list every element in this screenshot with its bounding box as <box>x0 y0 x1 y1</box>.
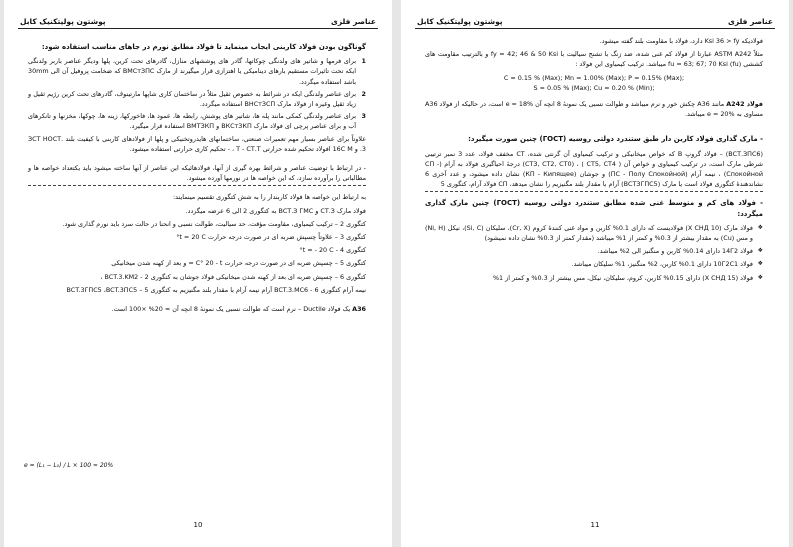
list-item: 2 برای عناصر ولدنگی ایکه در شرائط به خصوص ثقیل مثلاً در ساختمان کاری شاپها مارتینوف، گادرهای تحت کرین رژیم ثقیل و زیاد ثقیل وغیره از فولاد مارک ВНСтЗСП استفاده میگردد. <box>28 89 366 109</box>
boxed-note: - در ارتباط با توضیت عناصر و شرائط بهره گیری از آنها، فولادهائیکه این عناصر از آنها ساخته میشود باید یکتعداد خواصه ها و مطالباتی را برآورده سازد، که این خواصه ها در نورمها آورده میشود. <box>28 163 366 186</box>
paragraph-a36 <box>28 304 366 314</box>
page-body <box>28 36 366 317</box>
paragraph: مثلاً ASTM A242 عبارتا از فولاد کم غنی شده، ضد زنگ با تشنج سیالیت با fy = 42; 46 & 50 Ksi و بالترتیب مقاومت های کششی (fu) fu = 63; 67; 70 Ksi میباشد. ترکیب کیمیاوی این فولاد : <box>425 50 763 69</box>
diamond-bullet-icon: ❖ <box>757 273 763 281</box>
a36-text: یک فولاد Ductile – نرم است که طوالت نسبی یک نمونۀ 8 انچه آن ≈ 20% ×100 است. <box>111 305 351 314</box>
section-heading: گوناگون بودن فولاد کاربنی ایجاب مینماید تا فولاد مطابق نورم در جاهای مناسب استفاده شود: <box>41 43 366 51</box>
header-right-title: عناصر فلزی <box>330 17 376 26</box>
paragraph: علاوتاً برای عناصر بسیار مهم تعمیرات صنعتی، ساختمانهای هایدروتخنیکی و پلها از فولادهای کاربنی با کیفیت بلند .ЗСТ HOCT .3 و 16С M افولاد تحکیم شده حرارتی T - СТ.Т ، - تحکیم کاری حرارتی استفاده میشود. <box>28 134 367 153</box>
bullet-list <box>425 223 763 283</box>
list-item-text: برای فرمها و شاتیر های ولدنگی چوکاتها، گادر های پوششهای منازل، گادرهای تحت کرین، پلها ودیگر عناصر باربر ولدنگی ایکه تحت تاثیرات مستقیم بارهای دینامیکی یا اهتزازی قرار میگیرند از مارک ВМСтЗПС که ضخامت پروفیل آن الی 30mm باشد استفاده میگردد. <box>28 57 356 86</box>
header-left-title: پوشتون پولیتکنیک کابل <box>417 17 503 26</box>
section-heading: - مارک گذاری فولاد کاربن دار طبق ستندرد دولتی روسیه (ГОСТ) چنین صورت میگیرد: <box>468 135 763 144</box>
list-item-text: فولاد (15 Х СНД) دارای 0.15% کاربن، کروم، سلیکان، نیکل، مس بیشتر از 0.3% و کمتر از 1% <box>492 273 753 282</box>
paragraph: کتگوری 2 – ترکیب کیمیاوی، مقاومت مؤقت، حد سیالیت، طوالت نسبی و انحنا در حالت سرد باید نورم گذاری شود. <box>62 219 366 228</box>
elongation-equation: e = (L₁ − L₀) / L × 100 ≈ 20% <box>24 462 114 469</box>
paragraph-a242 <box>425 99 763 119</box>
paragraph: کتگوری 4 - t = - 20 C° <box>299 246 366 255</box>
list-item <box>425 246 763 256</box>
a242-label: فولاد A242 <box>726 100 763 109</box>
diamond-bullet-icon: ❖ <box>757 247 763 255</box>
list-item <box>425 259 763 269</box>
page-header <box>415 12 775 29</box>
diamond-bullet-icon: ❖ <box>757 223 763 231</box>
formula-line: S = 0.05 % (Max); Cu = 0.20 % (Min); <box>533 83 655 92</box>
formula-line: C = 0.15 % (Max); Mn = 1.00% (Max); P = 0.15% (Max); <box>503 73 685 82</box>
header-right-title: عناصر فلزی <box>727 17 773 26</box>
page-left <box>4 0 392 547</box>
section-heading: - فولاد های کم و متوسط غنی شده مطابق ستندرد دولتی روسیه (ГОСТ) چنین مارک گذاری میگردد: <box>425 199 763 218</box>
paragraph: کتگوری 3 – علاوتاً چسپش ضربه ای در صورت درجه حرارت t = 20 C° <box>176 233 366 242</box>
list-item-text: فولاد مارک (10 Х СНД) فولادیست که دارای 0.1% کاربن و مواد غنی کنندۀ کروم (Cr, X)، سلیکان (Si, C)، نیکل (Ni, H) و مس (Cu) به مقدار بیشتر از 0.3% و کمتر از 1% میباشد (مقدار کمتر از 0.3% نشان داده نمیشود) <box>425 223 753 243</box>
page-number: 11 <box>590 521 600 529</box>
page-header <box>18 12 378 29</box>
a242-text: مانند A36 چکش خور و نرم میباشد و طوالت نسبی یک نمونۀ 8 انچه آن e = 18% است، در حالیکه از فولاد A36 مساوی به e = 20% میباشد. <box>425 100 763 119</box>
paragraph: فولادیکه Ksi 36 > fy دارد، فولاد با مقاومت بلند گفته میشود. <box>599 37 763 45</box>
paragraph: کتگوری 5 – چسپش ضربه ای در صورت درجه حرارت C° 20 - t = و بعد از کهنه شدن میخانیکی <box>111 259 366 268</box>
list-item-text: برای عناصر ولدنگی کمکی مانند پله ها، شاتیر های پوشش، رابطه ها، عمود ها، فاخورکها، زینه ها، چوکها، مخزنها و تانکرهای آب و برای عناصر پرچی ای فولاد مارک ВКСтЗКП و ВМТЗКП استفاده قرار میگیرد. <box>28 112 356 131</box>
a36-label: А36 <box>352 305 366 314</box>
page-right <box>401 0 789 547</box>
paragraph: (ВСТ.ЗПС6) – فولاد گروپ В که خواص میخانیکی و ترکیب کیمیاوی آن گرنتی شده، СТ مخفف فولاد، عدد 3 نمبر ترتیبی شرطی مارک است، در ترکیب کیمیاوی و خواص آن ( СТ5, СТ4 ) ، (СТЗ, СТ2, СТ0) درجۀ احیاگیری فولاد به آرام (СП - Спокойной) ، نیمه آرام (ПС - Полу Спокойной) و جوشان (КП - Кипящее) نشان داده میشود، و عدد آخری 6 نشاندهندۀ کتگوری فولاد است یا مارک (ВСТЗГПС5) آرام با مقدار بلند مگنیزیم را نشان میدهد، СП فولاد آرام، کتگوری 5 <box>425 149 763 193</box>
list-item <box>425 273 763 283</box>
page-number: 10 <box>193 521 203 529</box>
list-item-text: فولاد 10Г2С1 دارای 0.1% کاربن، 2% منگنیز، 1% سلیکان میباشد. <box>571 260 753 269</box>
list-item-text: برای عناصر ولدنگی ایکه در شرائط به خصوص ثقیل مثلاً در ساختمان کاری شاپها مارتینوف، گادرهای تحت کرین رژیم ثقیل و زیاد ثقیل وغیره از فولاد مارک ВНСтЗСП استفاده میگردد. <box>28 89 356 109</box>
paragraph: به ارتباط این خواصه ها فولاد کاربندار را به شش کتگوری تقسیم مینمایند: <box>173 193 366 202</box>
list-item <box>425 223 763 243</box>
chemical-composition <box>425 73 763 93</box>
page-body <box>425 36 763 286</box>
paragraph: نیمه آرام کتگوری 6 - BCT.3.MC6 آرام نیمه آرام با مقدار بلند مگنیزیم به کتگوری 5 – BCT.3ГПС5 ،BCT.3ПС5 <box>66 285 366 294</box>
numbered-list <box>28 56 366 131</box>
list-item: 3 برای عناصر ولدنگی کمکی مانند پله ها، شاتیر های پوشش، رابطه ها، عمود ها، فاخورکها، زینه ها، چوکها، مخزنها و تانکرهای آب و برای عناصر پرچی ای فولاد مارک ВКСтЗКП و ВМТЗКП استفاده قرار میگیرد. <box>28 112 366 131</box>
diamond-bullet-icon: ❖ <box>757 260 763 268</box>
paragraph: فولاد مارک СТ.З و ВСТ.З ГМС به کتگوری 2 الی 6 عرضه میگردد. <box>185 206 366 215</box>
list-item: 1 برای فرمها و شاتیر های ولدنگی چوکاتها، گادر های پوششهای منازل، گادرهای تحت کرین، پلها ودیگر عناصر باربر ولدنگی ایکه تحت تاثیرات مستقیم بارهای دینامیکی یا اهتزازی قرار میگیرند از مارک ВМСтЗПС که ضخامت پروفیل آن الی 30mm باشد استفاده میگردد. <box>28 57 366 86</box>
paragraph: کتگوری 6 – چسپش ضربه ای بعد از کهنه شدن میخانیکی فولاد جوشان به کتگوری 2 - BCT.3.KM2 ، <box>100 272 366 281</box>
header-left-title: پوشتون پولیتکنیک کابل <box>20 17 106 26</box>
list-item-text: فولاد 14Г2 دارای 0.14% کاربن و منگنیز الی 2% میباشد. <box>597 247 753 256</box>
